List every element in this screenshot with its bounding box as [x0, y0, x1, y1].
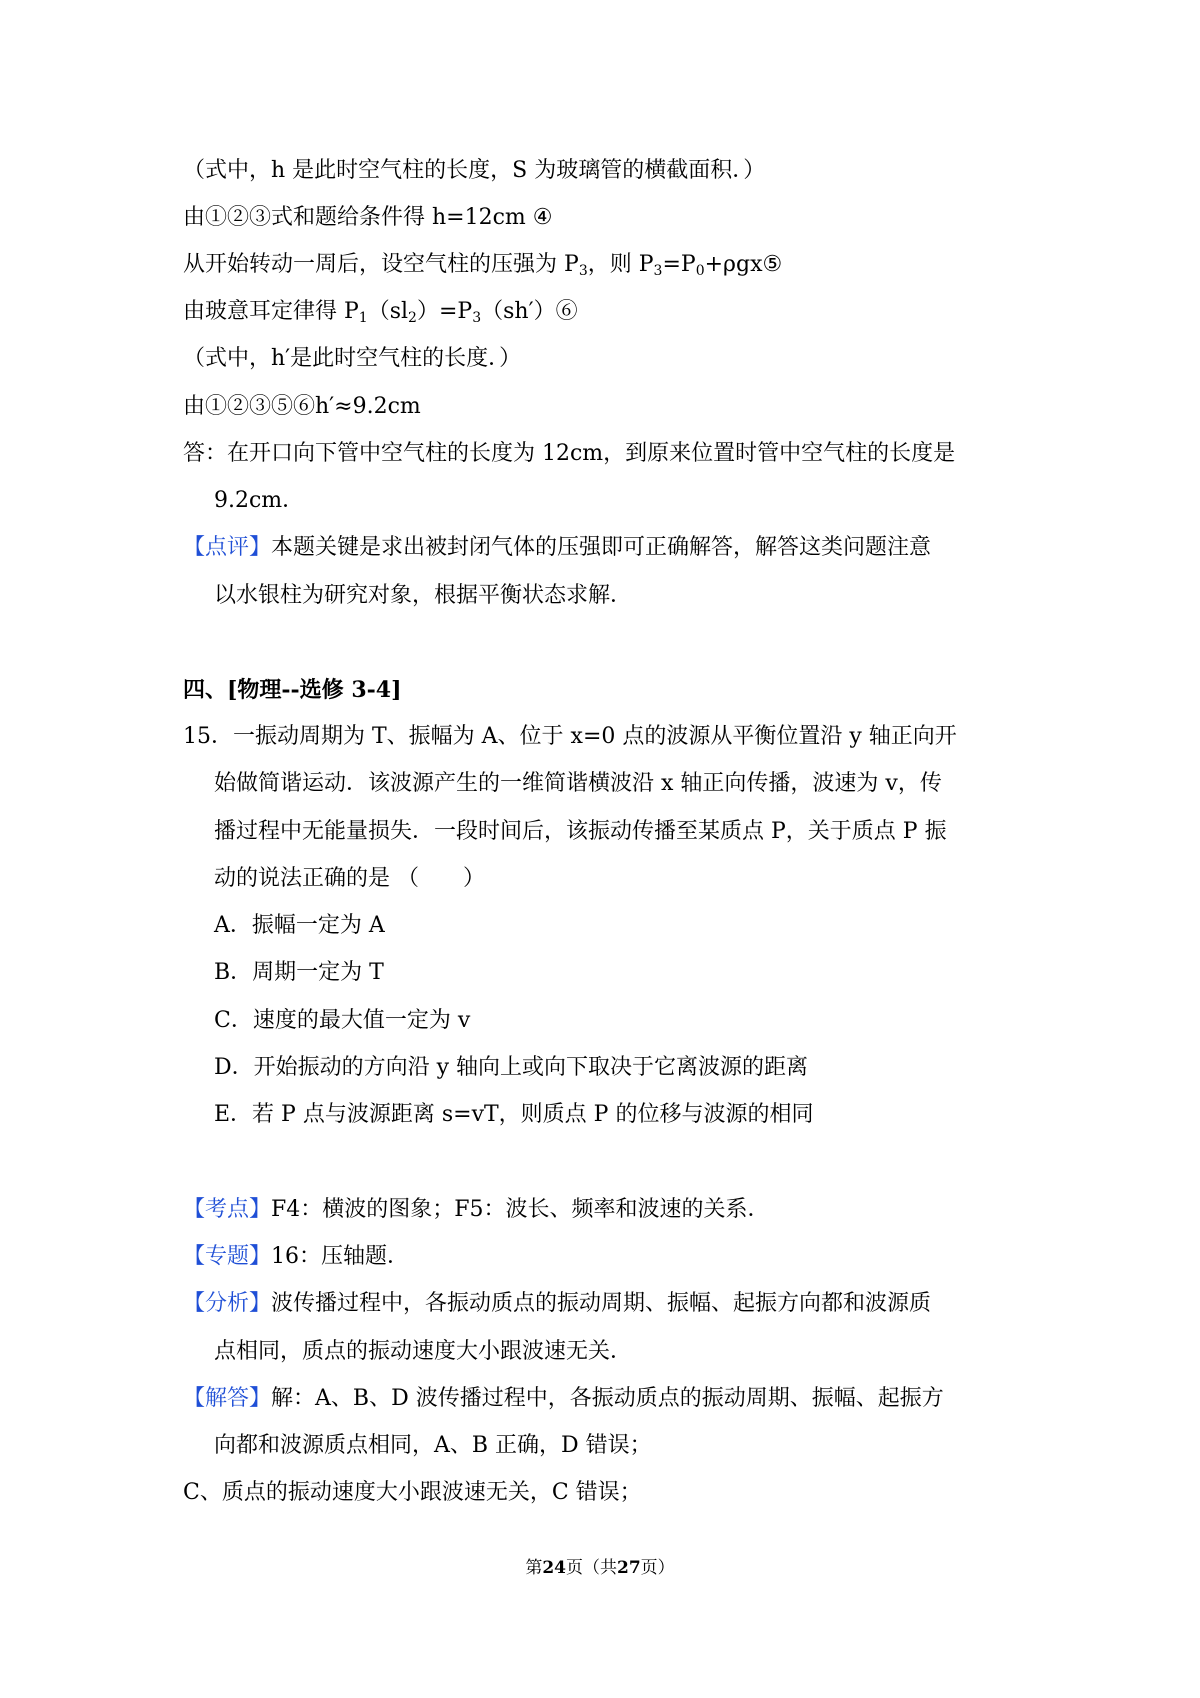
question-line: 始做简谐运动．该波源产生的一维简谐横波沿 x 轴正向传播，波速为 v，传	[214, 771, 942, 796]
jieda-line: C、质点的振动速度大小跟波速无关，C 错误；	[183, 1480, 642, 1505]
zhuanti-tag: 【专题】	[183, 1244, 272, 1269]
option-d: D．开始振动的方向沿 y 轴向上或向下取决于它离波源的距离	[214, 1055, 809, 1080]
zhuanti-text: 16：压轴题．	[271, 1244, 410, 1269]
section-heading: 四、[物理--选修 3-4]	[183, 677, 402, 703]
text-segment: （sh′）⑥	[481, 299, 578, 324]
text-line	[183, 250, 1040, 280]
text-line: 由①②③式和题给条件得 h=12cm ④	[183, 205, 553, 230]
comment-tag: 【点评】	[183, 535, 272, 560]
subscript: 3	[578, 263, 588, 279]
text-line	[183, 297, 1040, 327]
text-segment: （sl	[367, 299, 409, 324]
subscript: 2	[408, 310, 417, 326]
footer-prefix: 第	[525, 1558, 543, 1578]
text-segment: 由玻意耳定律得 P	[183, 299, 359, 324]
text-segment: 从开始转动一周后，设空气柱的压强为 P	[183, 252, 579, 277]
footer-total-pages: 27	[617, 1558, 641, 1578]
text-line: （式中，h′是此时空气柱的长度．）	[183, 346, 522, 371]
comment-text: 本题关键是求出被封闭气体的压强即可正确解答，解答这类问题注意	[271, 535, 932, 560]
answer-line: 9.2cm．	[214, 488, 305, 513]
option-b: B．周期一定为 T	[214, 960, 384, 985]
answer-line: 答：在开口向下管中空气柱的长度为 12cm，到原来位置时管中空气柱的长度是	[183, 441, 956, 466]
kaodian-line	[183, 1195, 1040, 1225]
text-line: （式中，h 是此时空气柱的长度，S 为玻璃管的横截面积．）	[183, 158, 766, 183]
text-segment: +ρgx⑤	[704, 252, 783, 277]
text-segment: ，则 P	[587, 252, 654, 277]
jieda-tag: 【解答】	[183, 1386, 272, 1411]
zhuanti-line	[183, 1242, 1040, 1272]
option-e: E．若 P 点与波源距离 s=vT，则质点 P 的位移与波源的相同	[214, 1102, 814, 1127]
option-c: C．速度的最大值一定为 v	[214, 1008, 471, 1033]
jieda-line: 向都和波源质点相同，A、B 正确，D 错误；	[214, 1433, 652, 1458]
footer-mid: 页（共	[566, 1558, 617, 1578]
subscript: 3	[472, 310, 482, 326]
fenxi-tag: 【分析】	[183, 1291, 272, 1316]
fenxi-line	[183, 1289, 1040, 1319]
subscript: 1	[358, 310, 368, 326]
question-line: 15．一振动周期为 T、振幅为 A、位于 x=0 点的波源从平衡位置沿 y 轴正向开	[183, 724, 957, 749]
kaodian-text: F4：横波的图象；F5：波长、频率和波速的关系．	[271, 1197, 770, 1222]
page-footer	[0, 1556, 1200, 1580]
text-segment: ）=P	[416, 299, 473, 324]
text-segment: =P	[662, 252, 696, 277]
jieda-line	[183, 1384, 1040, 1414]
comment-line: 以水银柱为研究对象，根据平衡状态求解．	[214, 583, 633, 608]
subscript: 3	[653, 263, 663, 279]
comment-line	[183, 533, 1040, 563]
option-a: A．振幅一定为 A	[214, 913, 385, 938]
kaodian-tag: 【考点】	[183, 1197, 272, 1222]
fenxi-text: 波传播过程中，各振动质点的振动周期、振幅、起振方向都和波源质	[271, 1291, 932, 1316]
fenxi-line: 点相同，质点的振动速度大小跟波速无关．	[214, 1339, 633, 1364]
jieda-text: 解：A、B、D 波传播过程中，各振动质点的振动周期、振幅、起振方	[271, 1386, 944, 1411]
footer-suffix: 页）	[640, 1558, 675, 1578]
footer-page-number: 24	[542, 1558, 566, 1578]
question-line: 播过程中无能量损失．一段时间后，该振动传播至某质点 P，关于质点 P 振	[214, 819, 947, 844]
question-line: 动的说法正确的是 （ ）	[214, 866, 485, 891]
text-line: 由①②③⑤⑥h′≈9.2cm	[183, 394, 421, 419]
subscript: 0	[695, 263, 705, 279]
